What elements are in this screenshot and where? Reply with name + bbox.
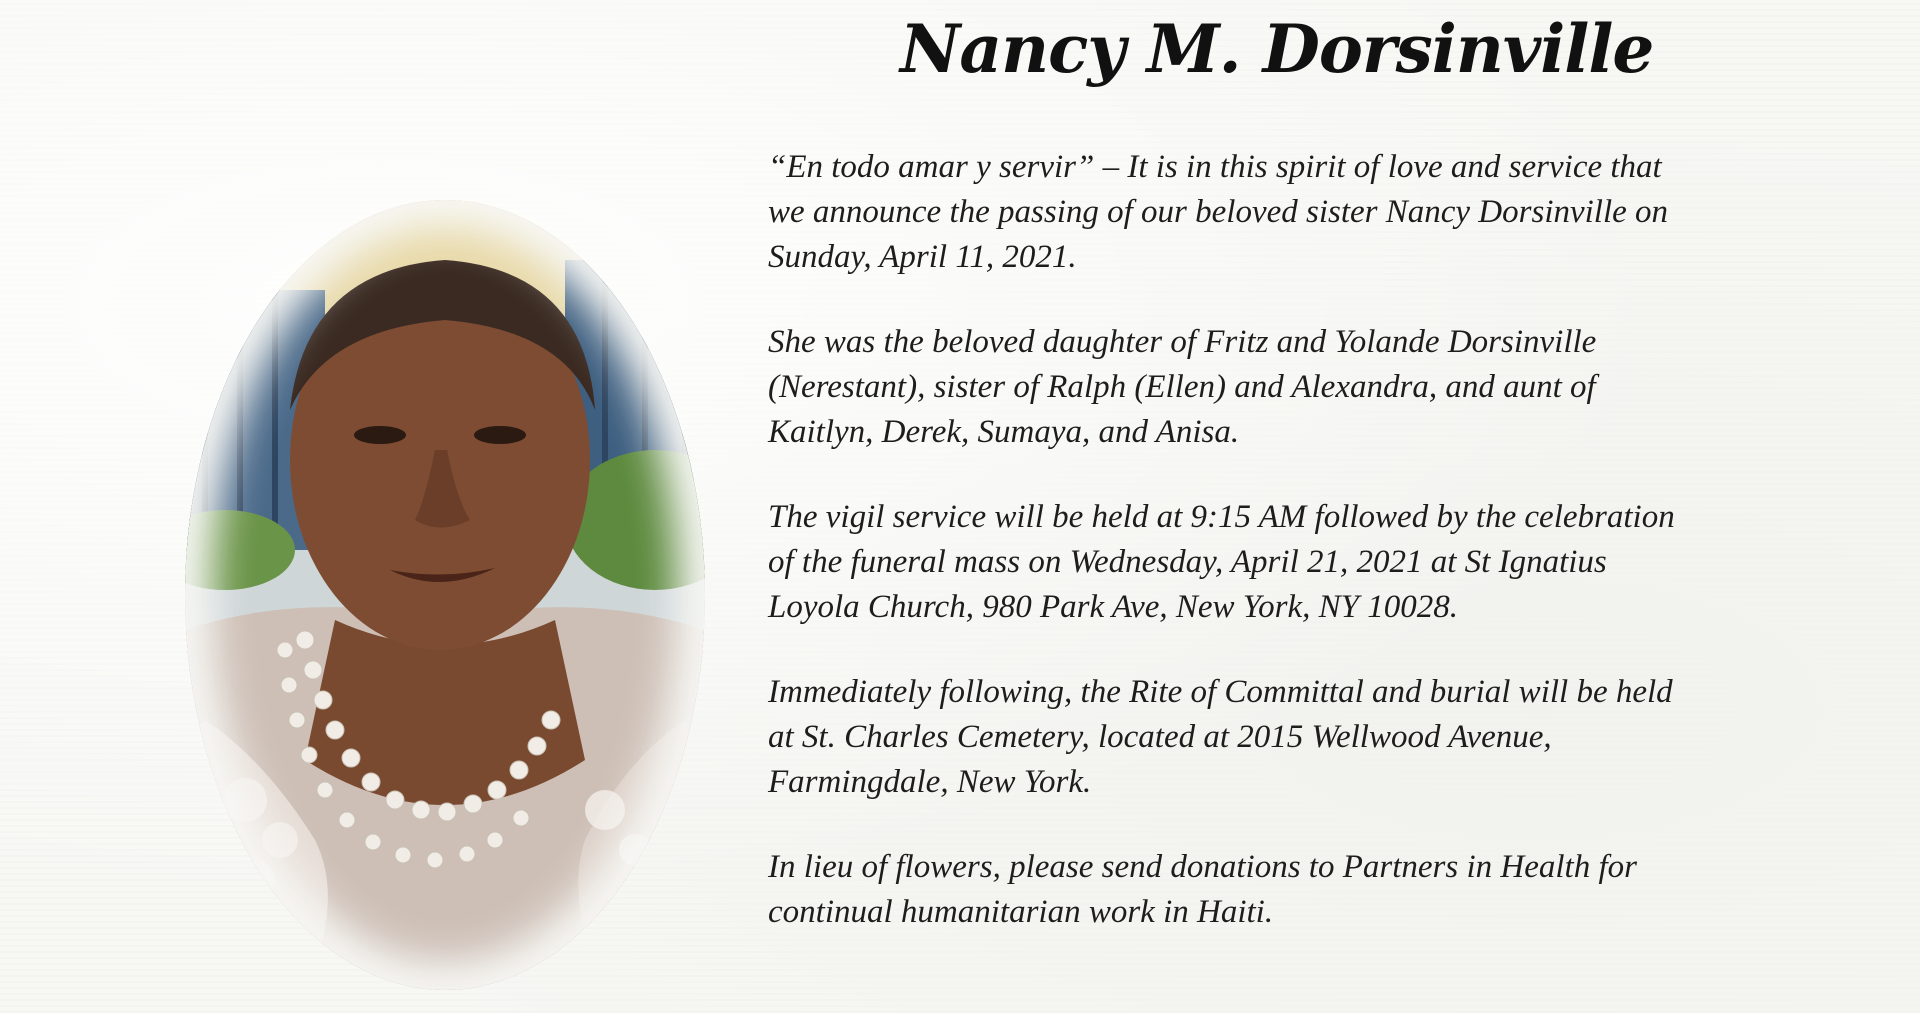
donations-paragraph <box>768 845 1898 935</box>
family-paragraph <box>768 320 1898 455</box>
text-line: we announce the passing of our beloved sister Nancy Dorsinville on <box>768 194 1669 230</box>
text-line: of the funeral mass on Wednesday, April 21, 2021 at St Ignatius <box>768 544 1607 580</box>
burial-paragraph <box>768 670 1898 805</box>
portrait-photo <box>185 200 705 990</box>
text-line: In lieu of flowers, please send donations to Partners in Health for <box>768 849 1637 885</box>
text-line: “En todo amar y servir” – It is in this spirit of love and service that <box>768 149 1662 185</box>
text-line: at St. Charles Cemetery, located at 2015 Wellwood Avenue, <box>768 719 1552 755</box>
text-line: continual humanitarian work in Haiti. <box>768 894 1274 930</box>
text-line: Immediately following, the Rite of Committal and burial will be held <box>768 674 1673 710</box>
text-line: Kaitlyn, Derek, Sumaya, and Anisa. <box>768 414 1240 450</box>
text-line: (Nerestant), sister of Ralph (Ellen) and Alexandra, and aunt of <box>768 369 1596 405</box>
text-line: Farmingdale, New York. <box>768 764 1092 800</box>
text-line: Sunday, April 11, 2021. <box>768 239 1077 275</box>
text-line: She was the beloved daughter of Fritz and Yolande Dorsinville <box>768 324 1597 360</box>
obituary-text <box>768 145 1898 975</box>
text-line: Loyola Church, 980 Park Ave, New York, NY 10028. <box>768 589 1458 625</box>
announcement-paragraph <box>768 145 1898 280</box>
text-line: The vigil service will be held at 9:15 AM followed by the celebration <box>768 499 1675 535</box>
deceased-name: Nancy M. Dorsinville <box>900 10 1654 88</box>
service-paragraph <box>768 495 1898 630</box>
portrait-vignette <box>185 200 705 990</box>
